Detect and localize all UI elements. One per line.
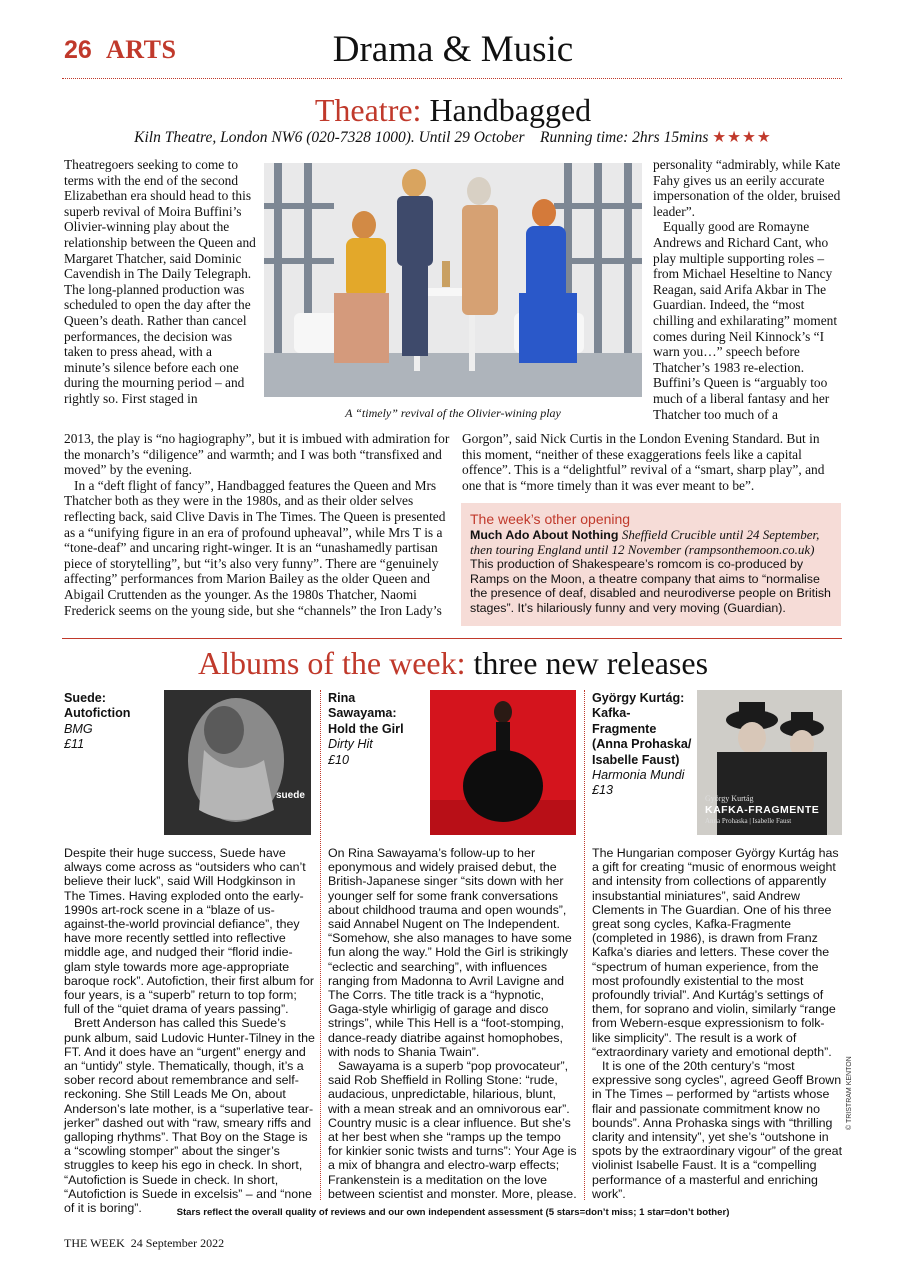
column-divider (584, 690, 585, 1200)
album-cover-suede-art (164, 690, 311, 835)
page-footer: THE WEEK 24 September 2022 (64, 1236, 225, 1250)
photo-caption: A “timely” revival of the Olivier-wining play (345, 406, 561, 420)
theatre-left-p1-end: 2013, the play is “no hagiography”, but it is imbued with admiration for the monarch’s “diligence” and warmth; and I was both “transfixed and moved” by the evening. (64, 431, 450, 478)
other-opening-heading: The week’s other opening (470, 511, 631, 527)
album-artist: György Kurtág: (592, 691, 685, 705)
album-info-sawayama (328, 691, 426, 768)
theatre-title: Handbagged (429, 92, 592, 128)
theatre-info (0, 128, 906, 147)
theatre-left-p2: In a “deft flight of fancy”, Handbagged features the Queen and Mrs Thatcher both as they were in the 1980s, and as their older selves reflecting back, said Clive Davis in The Times. The Queen is presented as a “unifying figure in an era of profound upheaval”, while Mrs T is a “tone-deaf” and uncaring right-winger. It is an “unashamedly partisan piece of storytelling”, but “it’s also very funny”. There are “genuinely affecting” performances from Marion Bailey as the older Queen and Abigail Cruttenden as the younger. As the 1980s Thatcher, Naomi Frederick seems on the young side, but she “channels” the Iron Lady’s (64, 477, 446, 618)
theatre-right-p1: personality “admirably, while Kate Fahy gives us an eerily accurate impersonation of the older, bruised leader”. (653, 157, 841, 219)
other-opening-show: Much Ado About Nothing (470, 528, 619, 542)
other-opening-body (470, 528, 832, 616)
photo-credit: © TRISTRAM KENTON (846, 1056, 853, 1130)
other-opening-box (461, 503, 841, 626)
album-info-kurtag (592, 691, 694, 799)
album-review-p2: Brett Anderson has called this Suede’s punk album, said Ludovic Hunter-Tilney in the FT. And it does have an “urgent” energy and an “untidy” style. Thematically, though, it’s a sober record about remembrance and self-reckoning. She Still Leads Me On, about Anderson’s late mother, is a “superlative tear-jerker” dashed out with “raw, smeary riffs and galloping rhythms”. That Boy on the Stage is a “scowling stomper” about the singer’s struggles to keep his ego in check. In short, “Autofiction is Suede in check. In short, “Autofiction is Suede in excelsis” – and “none of it is boring”. (64, 1016, 315, 1216)
theatre-col-left-top: Theatregoers seeking to come to terms with the end of the second Elizabethan era should head to this superb revival of Moira Buffini’s Olivier-winning play about the relationship between the Queen and Margaret Thatcher, said Dominic Cavendish in The Daily Telegraph. The long-planned production was scheduled to open the day after the Queen’s death. Rather than cancel performances, the decision was taken to press ahead, with a minute’s silence before each one during the mourning period – and rightly so. First staged in (64, 157, 256, 406)
album-label: Harmonia Mundi (592, 768, 685, 783)
album-price: £11 (64, 737, 85, 752)
album-title: Autofiction (64, 706, 131, 721)
theatre-col-right-top (653, 157, 843, 433)
album-review-kurtag (592, 846, 842, 1201)
album-label: BMG (64, 721, 93, 736)
album-cover-suede-text: suede (276, 790, 305, 801)
album-review-p1: Despite their huge success, Suede have always come across as “outsiders who can’t believe their luck”, said Will Hodgkinson in The Times. Having exploded onto the early-1990s art-rock scene in a “blaze of us-against-the-world provincial defiance”, they have more recently settled into reflective middle age, and nudged their “florid indie-glam style towards more age-appropriate baroque rock”. Autofiction, their first album for four years, is a “superb” return to top form; full of the “quiet drama of years passing”. (64, 846, 314, 1017)
album-cover-sawayama (430, 690, 576, 835)
header-divider (62, 78, 842, 79)
album-info-suede (64, 691, 154, 753)
theatre-stars: ★★★★ (712, 129, 772, 146)
album-review-sawayama (328, 846, 578, 1201)
album-review-p2: Sawayama is a superb “pop provocateur”, said Rob Sheffield in Rolling Stone: “rude, audacious, unpredictable, hilarious, blunt, with a mean streak and an omnivorous ear”. Country music is a clear influence. But she’s at her best when she “ramps up the tempo for kinkier sonic twists and turns”: Your Age is a mix of bhangra and electro-warp effects; Frankenstein is a meditation on the love between scientist and monster. More, please. (328, 1059, 577, 1201)
album-label: Dirty Hit (328, 737, 373, 752)
theatre-right-p2: Equally good are Romayne Andrews and Richard Cant, who play multiple supporting roles – from Michael Heseltine to Nancy Reagan, said Arifa Akbar in The Guardian. Indeed, the “most chilling and exhilarating” moment comes during Neil Kinnock’s “I warn you…” speech before Thatcher’s 1983 re-election. Buffini’s Queen is “arguably too much of a liberal fantasy and her Thatcher too much of a (653, 219, 838, 422)
album-title: Hold the Girl (328, 721, 404, 736)
cover-composer: György Kurtág (705, 794, 754, 803)
album-cover-suede (164, 690, 311, 835)
cover-performers: Anna Prohaska | Isabelle Faust (705, 817, 792, 825)
other-opening-venue: Sheffield Crucible until 24 September, then touring England until 12 November (rampsonthemoon.co.uk) (470, 527, 820, 557)
album-artist: Rina Sawayama: (328, 691, 397, 721)
page-number: 26 (64, 36, 92, 64)
album-review-suede (64, 846, 316, 1216)
other-opening-text: This production of Shakespeare’s romcom is co-produced by Ramps on the Moon, a theatre company that aims to “normalise the presence of deaf, disabled and neurodiverse people on British stages”. It’s hilariously funny and very moving (Guardian). (470, 557, 831, 615)
albums-label: Albums of the week: (197, 645, 466, 681)
section-label: ARTS (106, 35, 177, 64)
column-divider (320, 690, 321, 1200)
section-divider (62, 638, 842, 639)
page-title: Drama & Music (332, 29, 574, 70)
album-price: £10 (328, 752, 350, 767)
album-cover-sawayama-art (430, 690, 576, 835)
albums-title: three new releases (473, 645, 709, 681)
theatre-venue: Kiln Theatre, London NW6 (020-7328 1000). Until 29 October Running time: 2hrs 15mins (134, 129, 709, 146)
stage-photo-illustration (264, 163, 642, 397)
album-artist: Suede: (64, 691, 106, 705)
album-cover-kurtag (697, 690, 842, 835)
stage-photo (264, 163, 642, 397)
album-review-p1: On Rina Sawayama’s follow-up to her eponymous and widely praised debut, the British-Japanese singer “sits down with her younger self for some frank conversations about childhood trauma and open wounds”, said Annabel Nugent on The Independent. “Somehow, she also manages to have some fun along the way.” Hold the Girl is strikingly “eclectic and searching”, with influences ranging from Madonna to Avril Lavigne and The Corrs. The title track is a “hypnotic, Gaga-style whirligig of garage and disco strings”, while This Hell is a “foot-stomping, dance-ready diatribe against homophobes, with nods to Shania Twain”. (328, 846, 572, 1059)
cover-title: KAFKA-FRAGMENTE (705, 804, 820, 816)
album-price: £13 (592, 783, 614, 798)
theatre-col-left-bottom (64, 431, 452, 631)
album-review-p2: It is one of the 20th century’s “most expressive song cycles”, agreed Geoff Brown in The Times – performed by “artists whose flair and passionate commitment know no bounds”. Anna Prohaska sings with “thrilling clarity and intensity”, yet she’s “outshone in spots by the extraordinary vigour” of the great violinist Isabelle Faust. It is a “compelling performance of a masterful and enriching work”. (592, 1059, 843, 1201)
theatre-col-right-bottom: Gorgon”, said Nick Curtis in the London Evening Standard. But in this moment, “neither of these exaggerations feels like a capital offence”. This is a “delightful” revival of a “smart, sharp play”, and one that is “more timely than it was ever meant to be”. (462, 431, 825, 493)
albums-heading (0, 645, 906, 682)
album-title: Kafka-Fragmente (Anna Prohaska/ Isabelle Faust) (592, 706, 692, 767)
star-rating-footnote: Stars reflect the overall quality of reviews and our own independent assessment (5 stars=don’t miss; 1 star=don’t bother) (176, 1207, 730, 1218)
theatre-label: Theatre: (314, 92, 422, 128)
album-review-p1: The Hungarian composer György Kurtág has a gift for creating “music of enormous weight and intensity from collections of apparently insubstantial miniatures”, said Andrew Clements in The Guardian. One of his three great song cycles, Kafka-Fragmente (completed in 1986), is drawn from Franz Kafka’s diaries and letters. These cover the “spectrum of human experience, from the most profoundly existential to the most profoundly trivial”. And Kurtág’s settings of them, for soprano and violin, similarly “range from Webern-esque expressionism to folk-like simplicity”. The result is a work of “extraordinary variety and emotional depth”. (592, 846, 839, 1059)
theatre-heading (0, 92, 906, 129)
